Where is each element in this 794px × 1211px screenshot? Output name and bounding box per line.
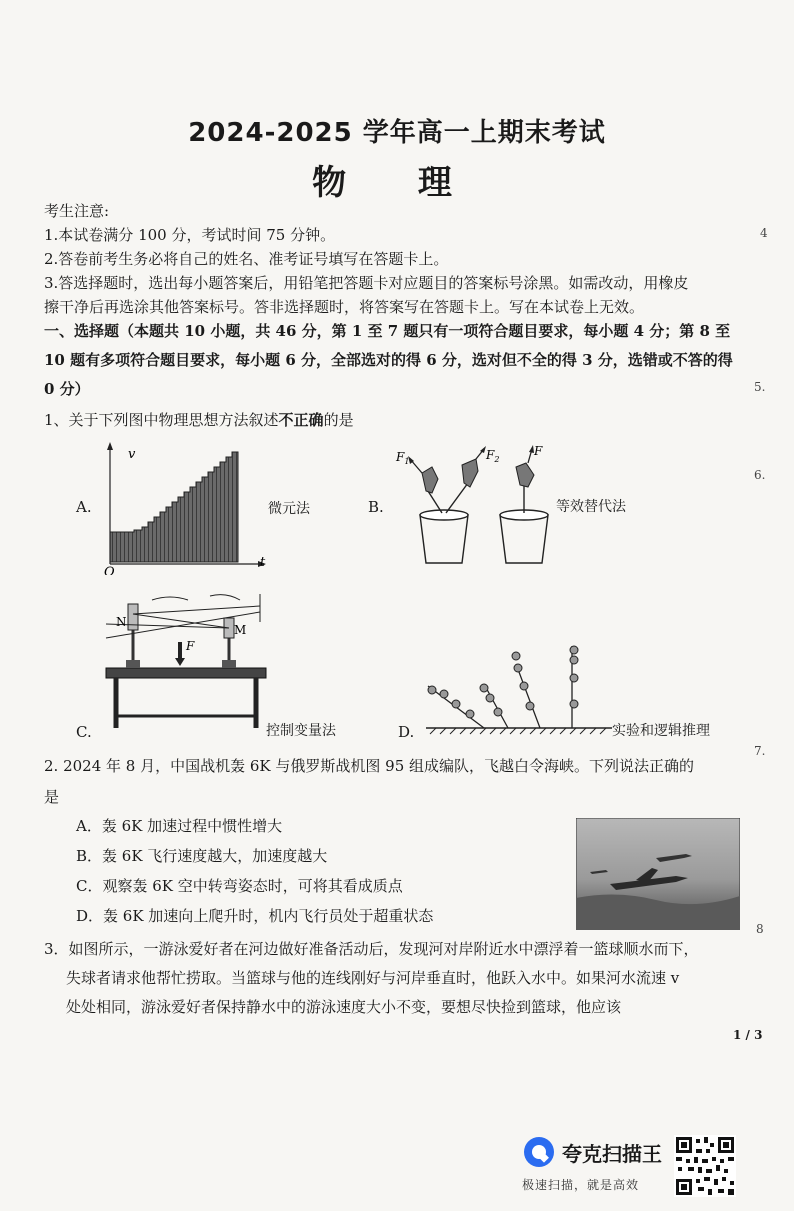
q1-figb-f1-label: $F_1$ [396,450,410,466]
q2-option-a: A．轰 6K 加速过程中惯性增大 [76,817,283,835]
subject-title: 物 理 [312,163,482,203]
notice-item-1: 1.本试卷满分 100 分，考试时间 75 分钟。 [44,226,336,244]
q1-figure-d-inclined-planes [420,642,620,738]
margin-mark-7: 7. [754,744,766,758]
scanner-logo-icon [522,1135,556,1169]
scanner-brand-name: 夸克扫描王 [562,1142,662,1166]
scanner-brand-slogan: 极速扫描，就是高效 [522,1178,640,1192]
notice-item-2: 2.答卷前考生务必将自己的姓名、准考证号填写在答题卡上。 [44,250,449,268]
page-number: 1 / 3 [733,1028,763,1042]
q2-stem-line-2: 是 [44,788,60,806]
margin-mark-4: 4 [760,226,768,240]
notice-item-3: 3.答选择题时，选出每小题答案后，用铅笔把答题卡对应题目的答案标号涂黑。如需改动，用橡皮 [44,274,689,292]
margin-mark-5: 5. [754,380,766,394]
notice-heading: 考生注意: [44,202,110,220]
scanner-watermark [522,1135,742,1205]
q2-option-b: B．轰 6K 飞行速度越大，加速度越大 [76,847,328,865]
margin-mark-8: 8 [756,922,764,936]
q1-figure-c-mirror-apparatus [100,588,275,733]
q1-option-a-letter: A. [76,498,92,516]
q1-figc-n-label: N [116,615,127,629]
q1-figc-f-label: F [186,639,195,653]
q1-option-b-letter: B. [368,498,384,516]
q1-figure-b-equivalent-substitution [392,443,562,568]
q1-option-d-letter: D. [398,723,415,741]
q1-option-d-label: 实验和逻辑推理 [612,723,710,739]
q1-figb-f2-label: $F_2$ [486,448,500,464]
q1-figb-f-label: F [534,444,543,458]
q1-option-a-label: 微元法 [268,501,310,517]
q1-stem-prefix: 1、关于下列图中物理思想方法叙述 [44,411,279,429]
q2-photo-bomber-formation [576,818,740,930]
q3-stem-line-3: 处处相同，游泳爱好者保持静水中的游泳速度大小不变，要想尽快捡到篮球，他应该 [66,998,622,1016]
q1-stem-suffix: 的是 [323,411,354,429]
q1-stem [44,409,354,431]
q1-figa-v-label: v [128,447,136,462]
q1-option-c-label: 控制变量法 [266,723,336,739]
q1-figc-m-label: M [234,623,247,637]
q3-stem-line-1: 3．如图所示，一游泳爱好者在河边做好准备活动后，发现河对岸附近水中漂浮着一篮球顺水而下， [44,940,699,958]
q1-figure-a-microelement-graph [100,440,270,575]
qr-code-icon [674,1135,736,1197]
section-instructions: 一、选择题（本题共 10 小题，共 46 分，第 1 至 7 题只有一项符合题目要求，每小题 4 分；第 8 至 10 题有多项符合题目要求，每小题 6 分，全部选对的得 6 分，选对但不全的得 3 分，选错或不答的得 0 分） [44,322,733,398]
notice-item-3-cont: 擦干净后再选涂其他答案标号。答非选择题时，将答案写在答题卡上。写在本试卷上无效。 [44,298,645,316]
q2-option-c: C．观察轰 6K 空中转弯姿态时，可将其看成质点 [76,877,403,895]
margin-mark-6: 6. [754,468,766,482]
exam-title: 2024-2025 学年高一上期末考试 [188,118,606,148]
q1-figa-t-label: t [260,555,266,570]
q1-figa-origin-label: O [104,565,115,575]
q2-option-d: D．轰 6K 加速向上爬升时，机内飞行员处于超重状态 [76,907,434,925]
q3-stem-line-2: 失球者请求他帮忙捞取。当篮球与他的连线刚好与河岸垂直时，他跃入水中。如果河水流速 v [66,969,680,987]
q2-stem-line-1: 2. 2024 年 8 月，中国战机轰 6K 与俄罗斯战机图 95 组成编队，飞越白令海峡。下列说法正确的 [44,757,695,775]
q1-option-b-label: 等效替代法 [556,499,626,515]
q1-option-c-letter: C. [76,723,92,741]
q1-stem-bold: 不正确 [278,411,324,429]
